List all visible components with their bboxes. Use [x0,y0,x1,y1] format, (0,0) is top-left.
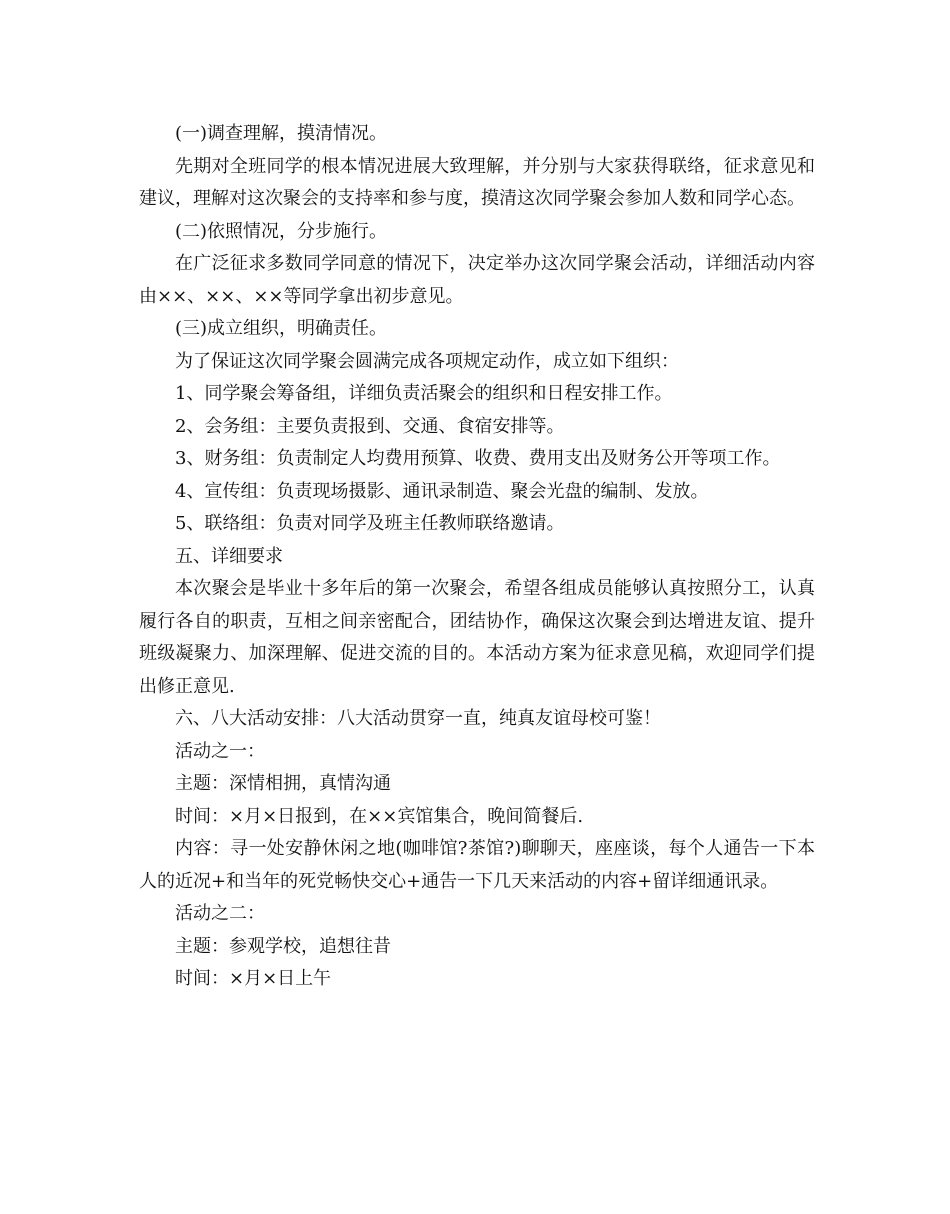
section-heading-requirements: 五、详细要求 [175,545,283,567]
paragraph-implement-body: 在广泛征求多数同学同意的情况下，决定举办这次同学聚会活动，详细活动内容由××、××、××等同学拿出初步意见。 [139,253,815,307]
activity-two-label: 活动之二： [175,903,265,924]
list-item-liaison-group: 5、联络组：负责对同学及班主任教师联络邀请。 [175,513,565,534]
list-item-preparation-group: 1、同学聚会筹备组，详细负责活聚会的组织和日程安排工作。 [175,383,673,404]
paragraph-organize-intro: 为了保证这次同学聚会圆满完成各项规定动作，成立如下组织： [175,350,679,372]
section-heading-organize: (三)成立组织，明确责任。 [175,318,388,339]
list-item-finance-group: 3、财务组：负责制定人均费用预算、收费、费用支出及财务公开等项工作。 [175,448,781,469]
activity-two-theme: 主题：参观学校，追想往昔 [175,935,391,957]
paragraph-requirements-body: 本次聚会是毕业十多年后的第一次聚会，希望各组成员能够认真按照分工，认真履行各自的职责，互相之间亲密配合，团结协作，确保这次聚会到达增进友谊、提升班级凝聚力、加深理解、促进交流的目的。本活动方案为征求意见稿，欢迎同学们提出修正意见. [139,578,815,697]
document-body [139,118,815,996]
activity-two-time: 时间：×月×日上午 [175,968,332,989]
activity-one-time: 时间：×月×日报到，在××宾馆集合，晚间简餐后. [175,805,584,827]
section-heading-implement: (二)依照情况，分步施行。 [175,220,388,242]
activity-one-theme: 主题：深情相拥，真情沟通 [175,773,391,794]
activity-one-label: 活动之一： [175,740,265,762]
activity-one-content: 内容：寻一处安静休闲之地(咖啡馆?茶馆?)聊聊天，座座谈，每个人通告一下本人的近况+和当年的死党畅快交心+通告一下几天来活动的内容+留详细通讯录。 [139,838,815,892]
paragraph-survey-body: 先期对全班同学的根本情况进展大致理解，并分别与大家获得联络，征求意见和建议，理解对这次聚会的支持率和参与度，摸清这次同学聚会参加人数和同学心态。 [139,155,815,209]
list-item-publicity-group: 4、宣传组：负责现场摄影、通讯录制造、聚会光盘的编制、发放。 [175,480,709,502]
list-item-affairs-group: 2、会务组：主要负责报到、交通、食宿安排等。 [175,415,565,437]
section-heading-activities: 六、八大活动安排：八大活动贯穿一直，纯真友谊母校可鉴！ [175,708,661,729]
section-heading-survey: (一)调查理解，摸清情况。 [175,123,388,144]
